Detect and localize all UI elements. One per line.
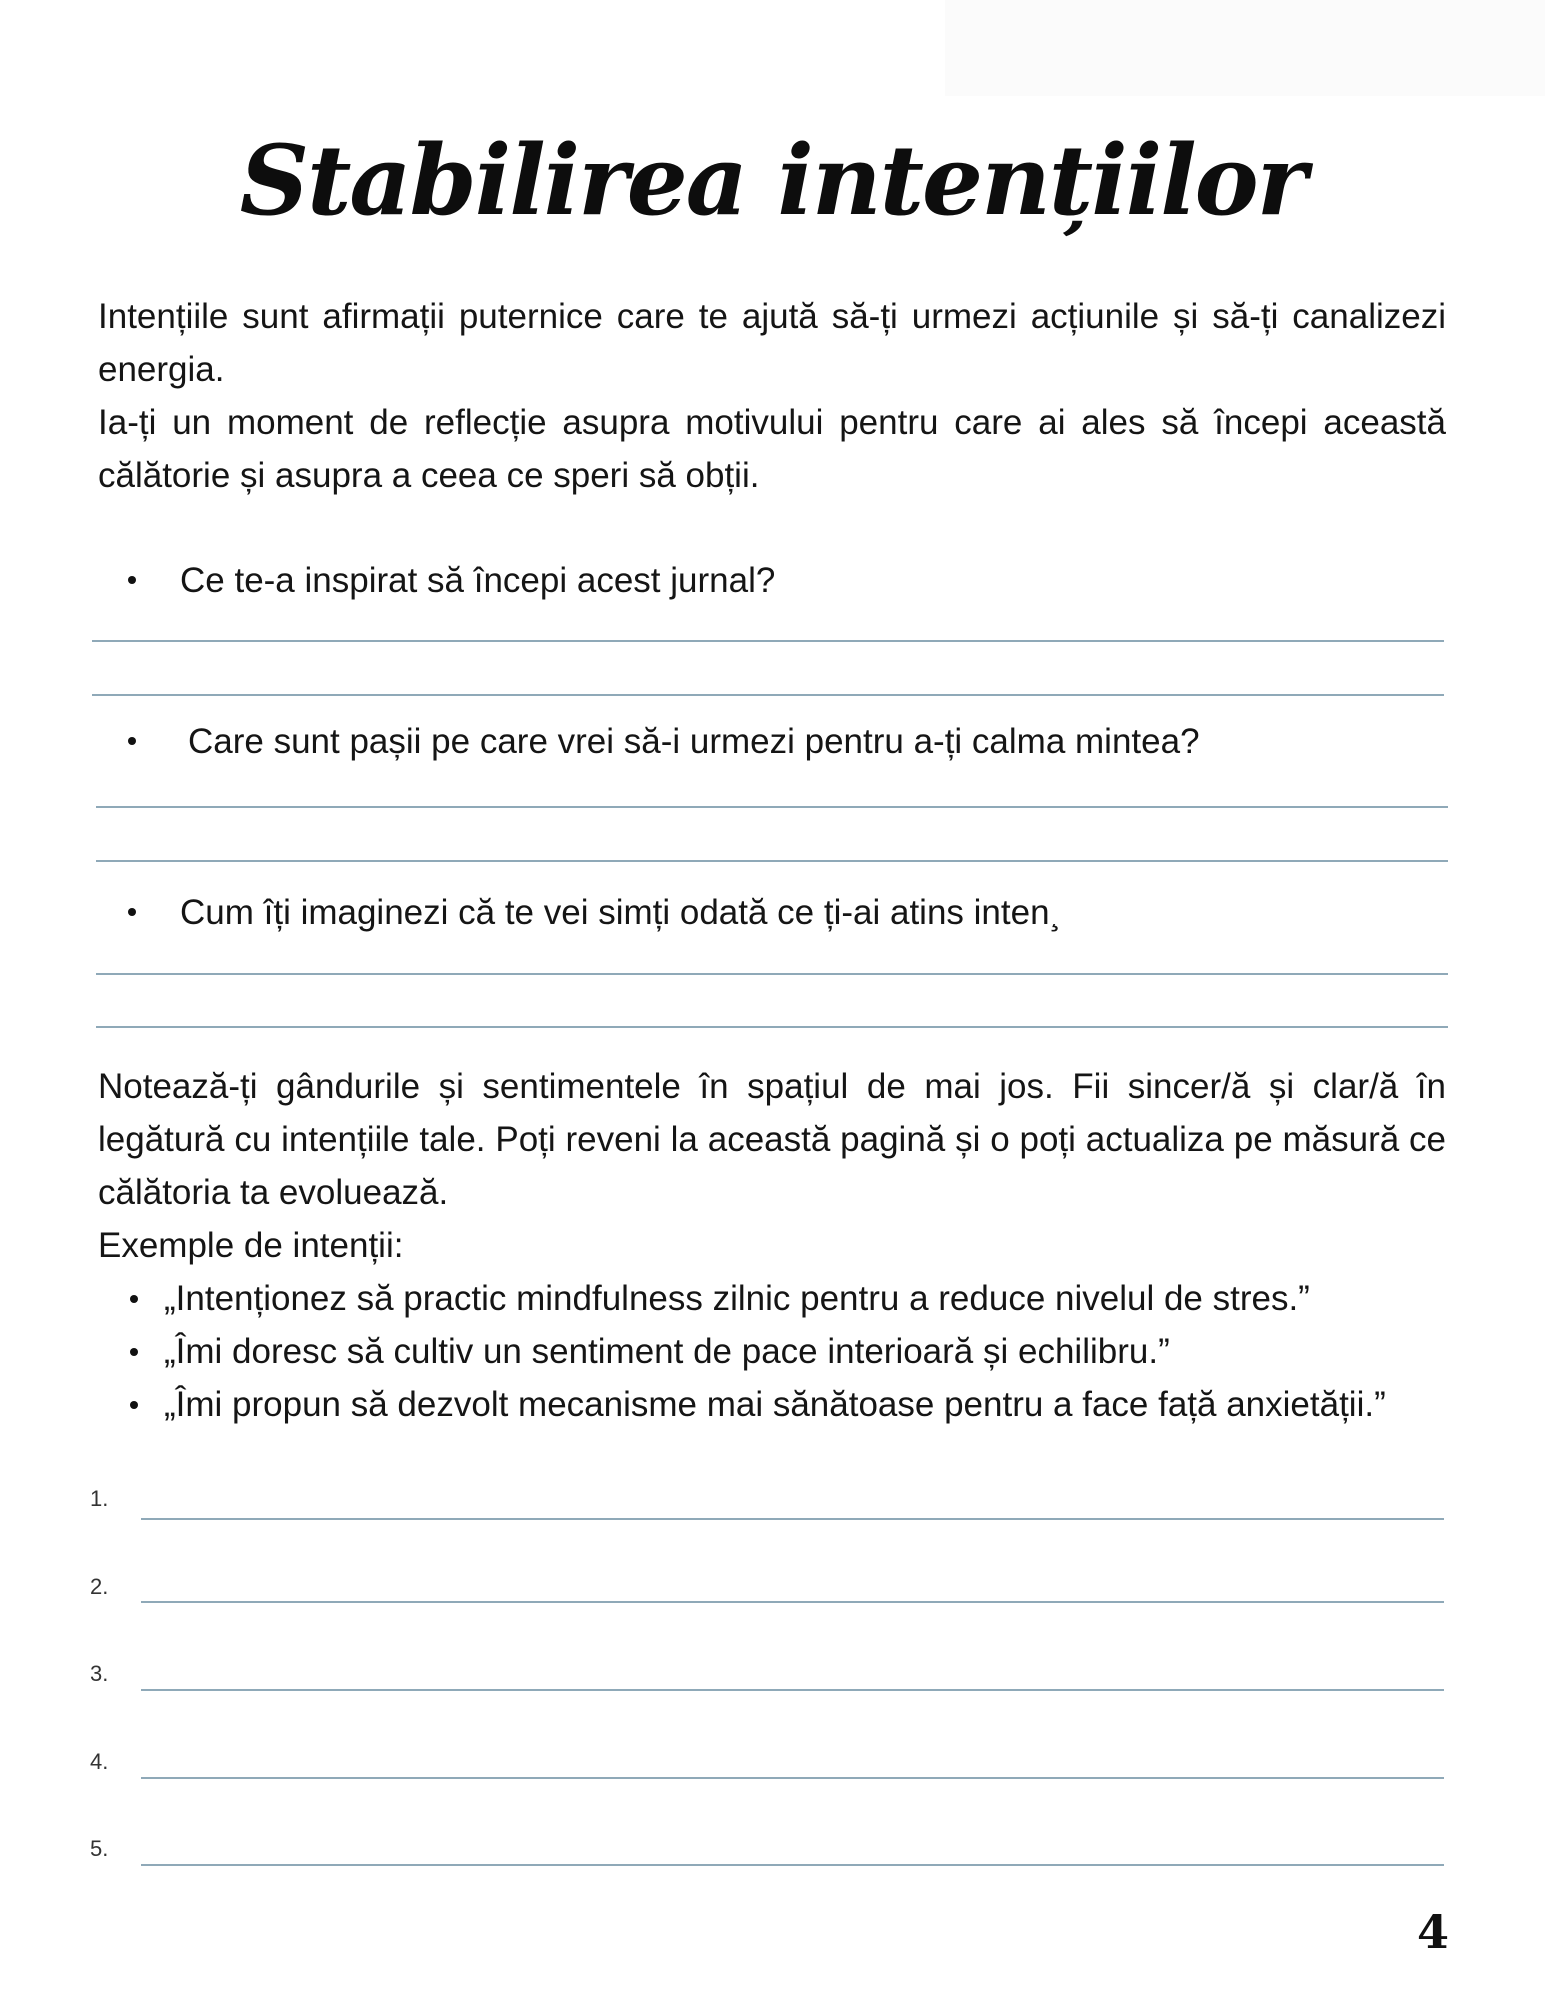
answer-line[interactable] (96, 806, 1448, 808)
answer-line[interactable] (92, 640, 1444, 642)
bullet-icon (130, 1348, 138, 1356)
examples-list (130, 1272, 1446, 1431)
notes-paragraph (98, 1060, 1446, 1272)
question-text: Ce te-a inspirat să începi acest jurnal? (180, 561, 776, 600)
numbered-answer-line[interactable] (141, 1777, 1444, 1779)
answer-number: 1. (90, 1486, 109, 1511)
question-text: Cum îți imaginezi că te vei simți odată ce ți-ai atins inten¸ (180, 893, 1062, 932)
examples-heading: Exemple de intenții: (98, 1226, 404, 1265)
bullet-icon (128, 908, 136, 916)
page-title: Stabilirea intențiilor (239, 124, 1306, 237)
example-item (130, 1325, 1446, 1378)
intro-sentence: Intențiile sunt afirmații puternice care te ajută să-ți urmezi acțiunile și să-ți canalizezi energia. (98, 297, 1446, 389)
numbered-answer-line[interactable] (141, 1689, 1444, 1691)
page-corner-shade (945, 0, 1545, 96)
answer-line[interactable] (96, 1026, 1448, 1028)
answer-line[interactable] (96, 860, 1448, 862)
answer-number: 4. (90, 1749, 109, 1774)
question-item (128, 554, 775, 607)
answer-line[interactable] (96, 973, 1448, 975)
example-text: „Intenționez să practic mindfulness zilnic pentru a reduce nivelul de stres.” (164, 1279, 1310, 1318)
answer-number: 5. (90, 1836, 109, 1861)
numbered-answer-line[interactable] (141, 1518, 1444, 1520)
intro-paragraph (98, 290, 1446, 502)
answer-number: 2. (90, 1574, 109, 1599)
question-item (128, 715, 1200, 768)
example-item (130, 1378, 1446, 1431)
example-text: „Îmi doresc să cultiv un sentiment de pace interioară și echilibru.” (164, 1332, 1170, 1371)
question-text: Care sunt pașii pe care vrei să-i urmezi pentru a-ți calma mintea? (188, 722, 1200, 761)
answer-number: 3. (90, 1661, 109, 1686)
numbered-answer-line[interactable] (141, 1864, 1444, 1866)
bullet-icon (130, 1295, 138, 1303)
question-item (128, 886, 1061, 939)
bullet-icon (128, 737, 136, 745)
numbered-answer-line[interactable] (141, 1601, 1444, 1603)
example-text: „Îmi propun să dezvolt mecanisme mai sănătoase pentru a face față anxietății.” (164, 1385, 1386, 1424)
bullet-icon (130, 1401, 138, 1409)
example-item (130, 1272, 1446, 1325)
notes-text: Notează-ți gândurile și sentimentele în spațiul de mai jos. Fii sincer/ă și clar/ă în legătură cu intențiile tale. Poți reveni la această pagină și o poți actualiza pe măsură ce călătoria ta evoluează. (98, 1067, 1446, 1212)
bullet-icon (128, 576, 136, 584)
page-number: 4 (1416, 1905, 1449, 1959)
answer-line[interactable] (92, 694, 1444, 696)
intro-sentence: Ia-ți un moment de reflecție asupra motivului pentru care ai ales să începi această călătorie și asupra a ceea ce speri să obții. (98, 403, 1446, 495)
